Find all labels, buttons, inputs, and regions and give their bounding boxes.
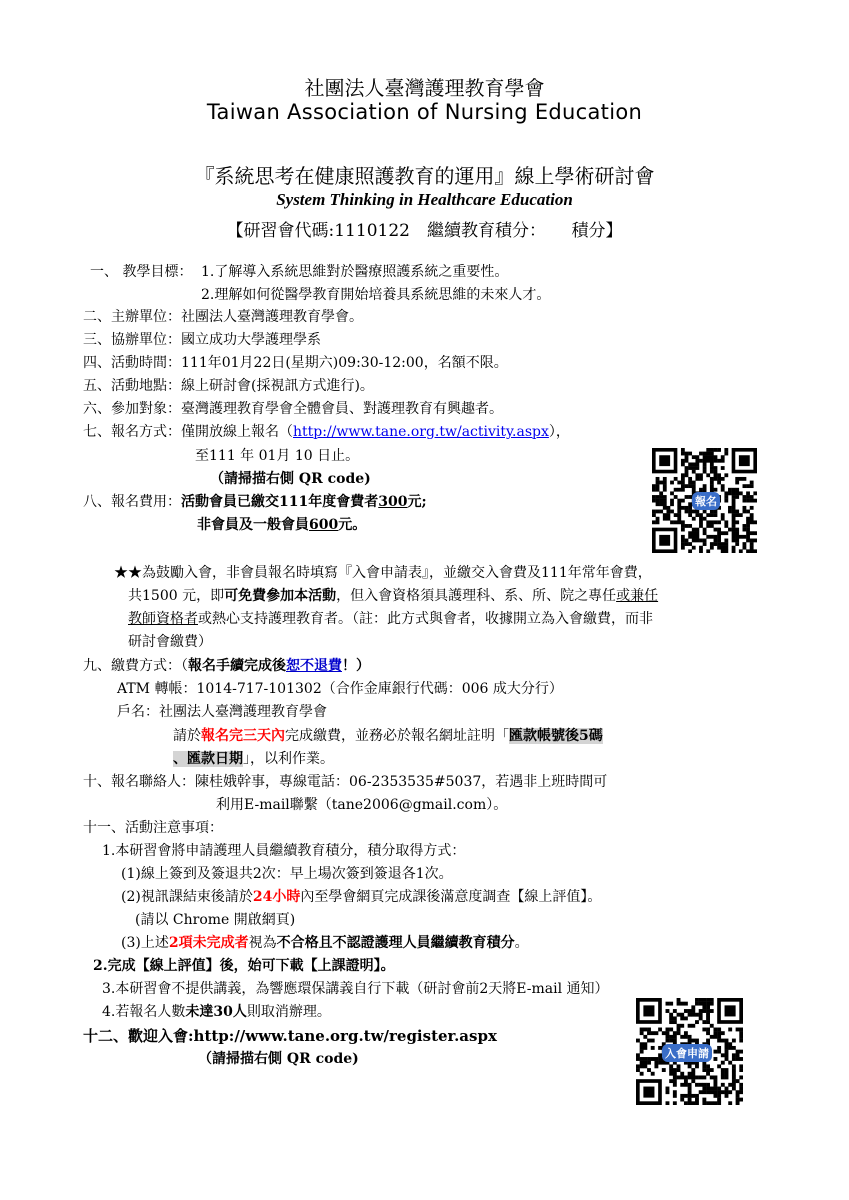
- section-9-bold-1: 報名手續完成後: [188, 658, 286, 674]
- fee-member-text: 活動會員已繳交111年度會費者: [181, 494, 379, 510]
- section-7-label: 七、報名方式：: [83, 424, 181, 440]
- section-1-label: 一、 教學目標：: [90, 264, 193, 280]
- pay-a: 請於: [173, 728, 201, 744]
- section-9-bold-2: ！）: [342, 658, 370, 674]
- membership-qr-label: 入會申請: [662, 1044, 712, 1062]
- fee-member-amount: 300: [378, 494, 408, 510]
- registration-link[interactable]: http://www.tane.org.tw/activity.aspx: [293, 424, 549, 440]
- registration-qr-code[interactable]: [652, 448, 757, 553]
- notice-1: 1.本研習會將申請護理人員繼續教育積分，積分取得方式：: [102, 843, 466, 859]
- section-10-email: 利用E-mail聯繫（tane2006@gmail.com）。: [216, 797, 508, 813]
- section-4-value: 111年01月22日(星期六)09:30-12:00，名額不限。: [181, 355, 508, 371]
- notice-1b-c: 內至學會網頁完成課後滿意度調查【線上評值】。: [300, 889, 602, 905]
- notice-4: [102, 1002, 331, 1022]
- promo-l2-c: ，但入會資格須具護理科、系、所、院之專任: [336, 588, 617, 604]
- section-1-item-1: 1.了解導入系統思維對於醫療照護系統之重要性。: [201, 264, 509, 280]
- pay-c: 完成繳費，並務必於報名網址註明「: [285, 728, 509, 744]
- section-9: [83, 656, 370, 676]
- section-2: [83, 307, 363, 327]
- atm-info: ATM 轉帳：1014-717-101302（合作金庫銀行代碼：006 成大分行）: [117, 681, 563, 697]
- section-11-label: 十一、活動注意事項：: [83, 820, 223, 836]
- notice-chrome: (請以 Chrome 開啟網頁): [135, 912, 296, 928]
- promo-line-1: ★★為鼓勵入會，非會員報名時填寫『入會申請表』，並繳交入會費及111年常年會費，: [114, 565, 652, 581]
- promo-l3-b: 或熱心支持護理教育者。（註：此方式與會者，收據開立為入會繳費，而非: [198, 611, 653, 627]
- notice-24h: 24小時: [252, 889, 301, 905]
- section-2-value: 社團法人臺灣護理教育學會。: [181, 309, 363, 325]
- section-6: [83, 399, 503, 419]
- promo-line-2: [128, 586, 658, 606]
- notice-1b: [121, 887, 601, 907]
- no-refund-text: 恕不退費: [286, 658, 342, 674]
- section-9-paren: （: [181, 658, 188, 674]
- notice-1c: [121, 933, 529, 953]
- membership-qr-code[interactable]: [636, 998, 743, 1105]
- section-6-value: 臺灣護理教育學會全體會員、對護理教育有興趣者。: [181, 401, 503, 417]
- notice-1c-a: (3)上述: [121, 935, 169, 951]
- payment-instruction-2: [173, 749, 334, 769]
- pay-f: 」，以利作業。: [243, 751, 334, 767]
- section-4: [83, 353, 508, 373]
- notice-4-c: 則取消辦理。: [246, 1004, 331, 1020]
- notice-2: 2.完成【線上評值】後，始可下載【上課證明】。: [93, 958, 395, 974]
- org-name-en: Taiwan Association of Nursing Education: [206, 100, 643, 124]
- notice-1c-bold: 不合格且不認證護理人員繼續教育積分: [276, 935, 515, 951]
- fee-nonmember-text: 非會員及一般會員: [197, 517, 309, 533]
- seminar-title-zh: 『系統思考在健康照護教育的運用』線上學術研討會: [194, 164, 655, 188]
- promo-free-text: 可免費參加本活動: [224, 588, 337, 604]
- promo-l2-a: 共1500 元，即: [128, 588, 225, 604]
- notice-4-a: 4.若報名人數: [102, 1004, 186, 1020]
- notice-1c-c: 視為: [248, 935, 277, 951]
- payment-instruction-1: [173, 726, 603, 746]
- section-3-value: 國立成功大學護理學系: [181, 332, 321, 348]
- section-3-label: 三、協辦單位：: [83, 332, 181, 348]
- section-6-label: 六、參加對象：: [83, 401, 181, 417]
- section-7-pre: 僅開放線上報名（: [181, 424, 293, 440]
- registration-qr-note: （請掃描右側 QR code): [210, 471, 371, 487]
- section-8: [83, 492, 427, 512]
- section-7: [83, 422, 570, 442]
- org-name-zh: 社團法人臺灣護理教育學會: [304, 76, 545, 100]
- promo-line-4: 研討會繳費）: [128, 634, 212, 650]
- section-10-value: 陳桂娥幹事，專線電話：06-2353535#5037，若遇非上班時間可: [195, 774, 608, 790]
- promo-l3-a: 教師資格者: [128, 611, 198, 627]
- pay-highlight-1: 匯款帳號後5碼: [509, 728, 603, 744]
- section-8-label: 八、報名費用：: [83, 494, 181, 510]
- section-5: [83, 376, 374, 396]
- notice-1c-e: 。: [514, 935, 529, 951]
- fee-nonmember-unit: 元。: [338, 517, 367, 533]
- membership-qr-note: （請掃描右側 QR code): [198, 1051, 359, 1067]
- section-5-label: 五、活動地點：: [83, 378, 181, 394]
- section-5-value: 線上研討會(採視訊方式進行)。: [181, 378, 374, 394]
- notice-4-bold: 未達30人: [185, 1004, 247, 1020]
- section-9-label: 九、繳費方式：: [83, 658, 181, 674]
- seminar-code-line: 【研習會代碼:1110122 繼續教育積分： 積分】: [226, 221, 623, 241]
- section-12[interactable]: 十二、歡迎入會:http://www.tane.org.tw/register.aspx: [83, 1027, 497, 1045]
- fee-nonmember-amount: 600: [309, 517, 339, 533]
- fee-member-unit: 元;: [407, 494, 427, 510]
- section-7-post: ），: [548, 424, 570, 440]
- notice-3: 3.本研習會不提供講義，為響應環保講義自行下載（研討會前2天將E-mail 通知）: [102, 981, 609, 997]
- notice-1b-a: (2)視訊課結束後請於: [121, 889, 253, 905]
- seminar-title-en: System Thinking in Healthcare Education: [276, 190, 573, 209]
- section-10-label: 十、報名聯絡人：: [83, 774, 195, 790]
- section-3: [83, 330, 321, 350]
- section-2-label: 二、主辦單位：: [83, 309, 181, 325]
- fee-nonmember: [197, 515, 366, 535]
- registration-deadline: 至111 年 01月 10 日止。: [195, 448, 360, 464]
- pay-deadline: 報名完三天內: [201, 728, 285, 744]
- section-4-label: 四、活動時間：: [83, 355, 181, 371]
- notice-1c-red: 2項未完成者: [168, 935, 249, 951]
- registration-qr-label: 報名: [692, 492, 720, 510]
- notice-1a: (1)線上簽到及簽退共2次：早上場次簽到簽退各1次。: [121, 866, 453, 882]
- account-name: 戶名：社團法人臺灣護理教育學會: [117, 704, 327, 720]
- section-1-item-2: 2.理解如何從醫學教育開始培養具系統思維的未來人才。: [201, 287, 551, 303]
- promo-l2-d: 或兼任: [616, 588, 659, 604]
- pay-highlight-2: 、匯款日期: [173, 751, 243, 767]
- section-10: [83, 772, 607, 792]
- promo-line-3: [128, 609, 653, 629]
